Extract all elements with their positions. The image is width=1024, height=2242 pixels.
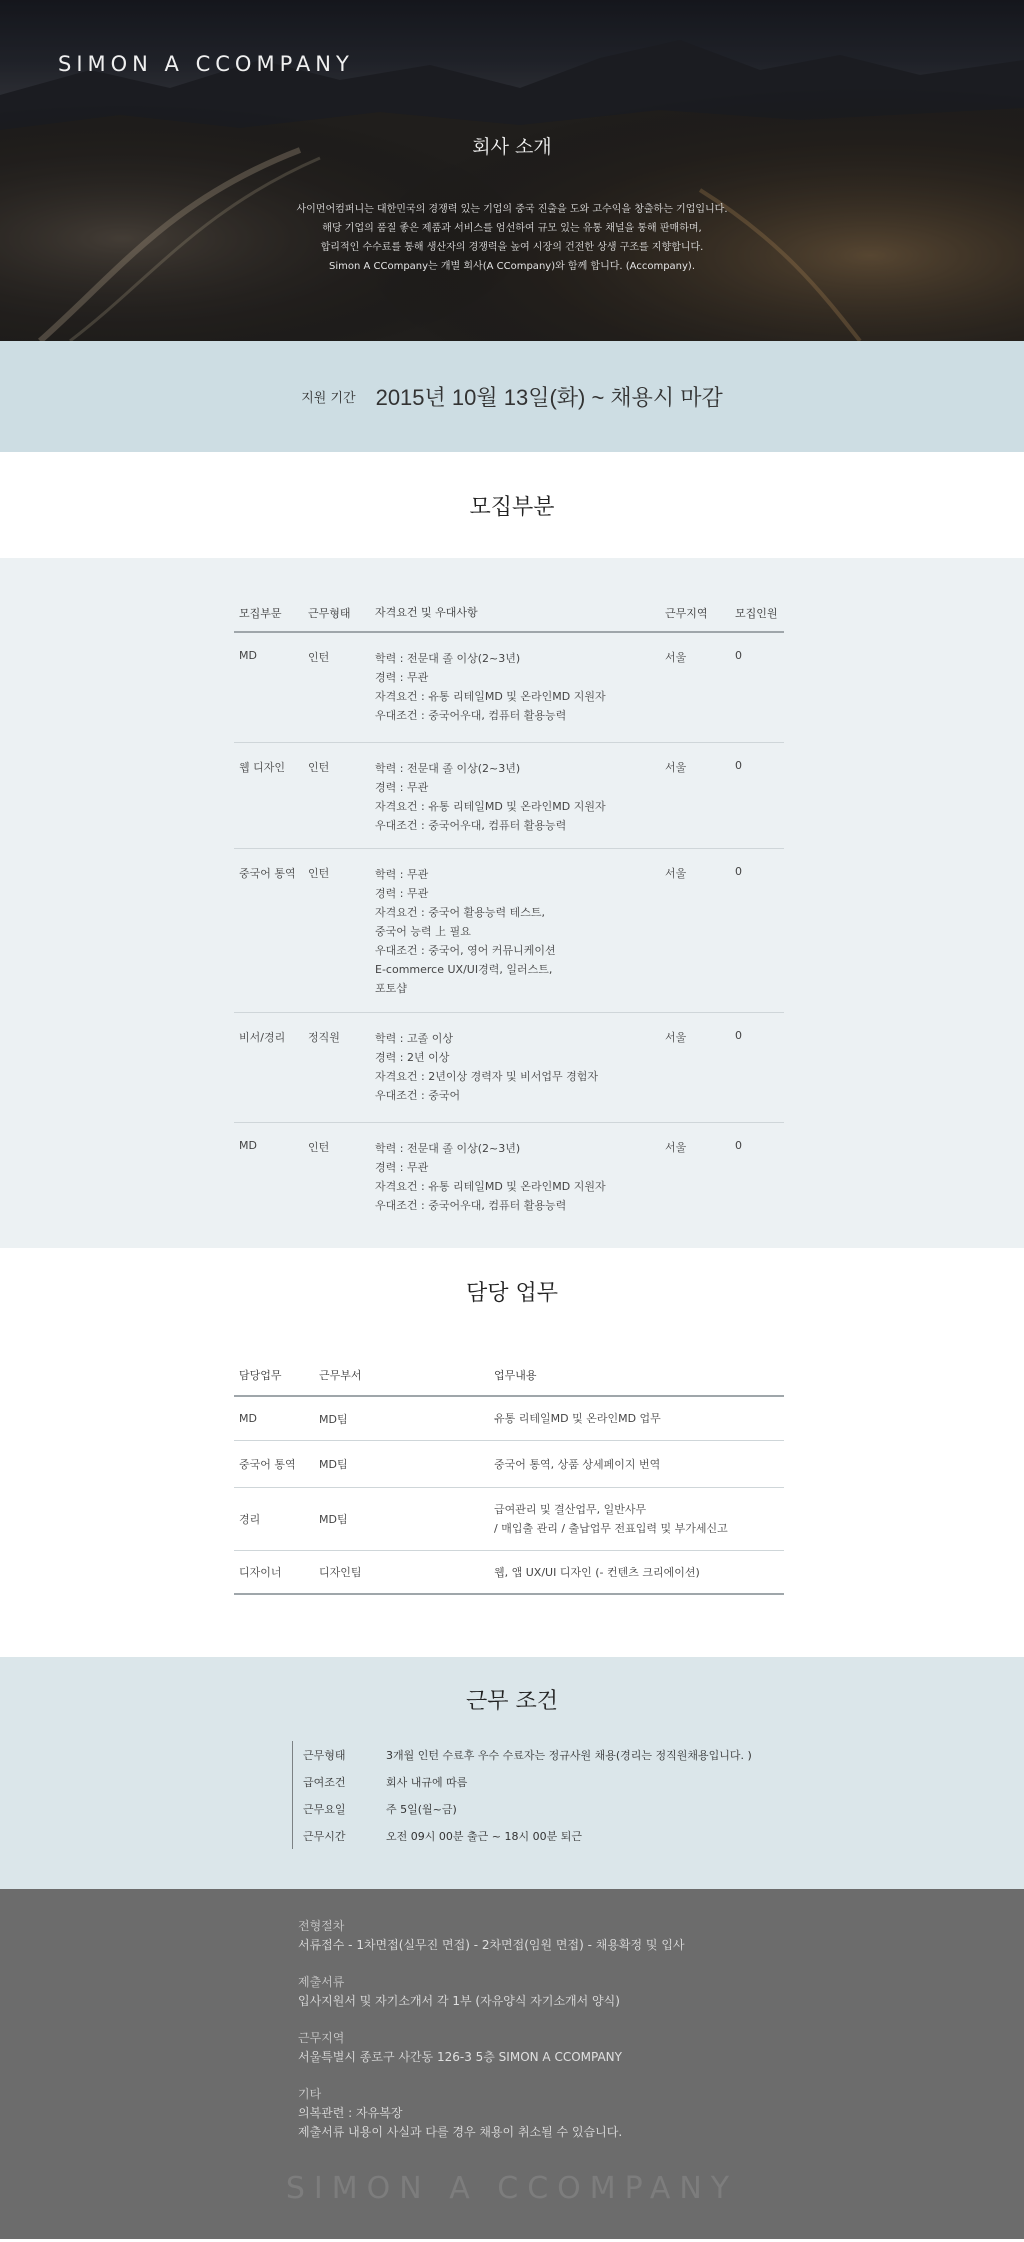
cell-dept: 비서/경리 — [239, 1031, 286, 1044]
period-label: 지원 기간 — [301, 391, 356, 406]
condition-key: 근무요일 — [303, 1802, 346, 1816]
condition-key: 근무시간 — [303, 1829, 346, 1843]
cell-dept: MD팀 — [319, 1513, 348, 1526]
condition-item — [303, 1822, 792, 1849]
footer-group-title: 기타 — [298, 2087, 322, 2101]
cell-dept: MD — [239, 1139, 257, 1152]
table-row — [234, 743, 784, 849]
req-line: 중국어 능력 上 필요 — [375, 925, 471, 938]
intro-line: 사이먼어컴퍼니는 대한민국의 경쟁력 있는 기업의 중국 진출을 도와 고수익을 창출하는 기업입니다. — [296, 204, 728, 215]
cell-dept: 중국어 통역 — [239, 867, 296, 880]
hero-banner — [0, 0, 1024, 341]
cell-type: 인턴 — [308, 1141, 330, 1154]
cell-desc — [494, 1455, 784, 1474]
cell-dept: MD팀 — [319, 1458, 348, 1471]
cell-req — [375, 1029, 665, 1122]
footer-brand: SIMON A CCOMPANY — [285, 2171, 739, 2206]
duties-rows — [234, 1397, 784, 1595]
table-row — [234, 1013, 784, 1123]
application-period — [0, 341, 1024, 452]
recruit-section — [0, 558, 1024, 1248]
cell-region: 서울 — [665, 1141, 687, 1154]
condition-value: 3개월 인턴 수료후 우수 수료자는 정규사원 채용(경리는 정직원채용입니다. ) — [386, 1748, 752, 1762]
duties-table — [234, 1355, 784, 1595]
table-row — [234, 1551, 784, 1595]
req-line: 우대조건 : 중국어, 영어 커뮤니케이션 — [375, 944, 556, 957]
desc-line: 급여관리 및 결산업무, 일반사무 — [494, 1503, 647, 1516]
cell-task: 경리 — [239, 1513, 261, 1526]
req-line: 자격요건 : 유통 리테일MD 및 온라인MD 지원자 — [375, 800, 606, 813]
req-line: 학력 : 전문대 졸 이상(2~3년) — [375, 652, 521, 665]
condition-item — [303, 1741, 792, 1768]
condition-key: 급여조건 — [303, 1775, 346, 1789]
table-row — [234, 1123, 784, 1243]
footer-group — [298, 2085, 685, 2142]
footer-group-line: 의복관련 : 자유복장 — [298, 2106, 403, 2120]
cell-type: 인턴 — [308, 761, 330, 774]
desc-line: 중국어 통역, 상품 상세페이지 번역 — [494, 1457, 661, 1471]
desc-line: 웹, 앱 UX/UI 디자인 (- 컨텐츠 크리에이션) — [494, 1565, 700, 1579]
footer-group — [298, 1917, 685, 1955]
recruit-rows — [234, 633, 784, 1243]
req-line: 우대조건 : 중국어우대, 컴퓨터 활용능력 — [375, 819, 567, 832]
condition-value: 회사 내규에 따름 — [386, 1775, 468, 1789]
intro-line: 합리적인 수수료를 통해 생산자의 경쟁력을 높여 시장의 건전한 상생 구조를 지향합니다. — [320, 242, 704, 253]
req-line: 학력 : 고졸 이상 — [375, 1032, 453, 1045]
cell-region: 서울 — [665, 867, 687, 880]
condition-item — [303, 1795, 792, 1822]
conditions-section — [0, 1657, 1024, 1889]
table-row — [234, 1397, 784, 1441]
cell-count: 0 — [735, 759, 742, 772]
header-type: 근무형태 — [308, 606, 351, 620]
header-req: 자격요건 및 우대사항 — [375, 606, 478, 619]
cell-type: 정직원 — [308, 1031, 340, 1044]
cell-task: 중국어 통역 — [239, 1458, 296, 1471]
req-line: 포토샵 — [375, 982, 407, 995]
header-dept: 모집부문 — [239, 606, 282, 620]
cell-region: 서울 — [665, 1031, 687, 1044]
condition-item — [303, 1768, 792, 1795]
recruit-table-header — [234, 594, 784, 633]
cell-req — [375, 1139, 665, 1243]
cell-dept: MD — [239, 649, 257, 662]
duties-section — [0, 1248, 1024, 1657]
header-desc: 업무내용 — [494, 1368, 537, 1382]
desc-line: / 매입출 관리 / 출납업무 전표입력 및 부가세신고 — [494, 1522, 728, 1535]
req-line: 자격요건 : 유통 리테일MD 및 온라인MD 지원자 — [375, 690, 606, 703]
cell-count: 0 — [735, 1139, 742, 1152]
footer-group-title: 제출서류 — [298, 1975, 345, 1989]
recruit-table — [234, 594, 784, 1243]
req-line: 경력 : 무관 — [375, 1161, 429, 1174]
recruit-title: 모집부분 — [0, 452, 1024, 558]
req-line: 자격요건 : 2년이상 경력자 및 비서업무 경험자 — [375, 1070, 598, 1083]
duties-title: 담당 업무 — [0, 1248, 1024, 1334]
brand-logo[interactable]: SIMON A CCOMPANY — [58, 52, 354, 76]
cell-region: 서울 — [665, 761, 687, 774]
req-line: 학력 : 전문대 졸 이상(2~3년) — [375, 1142, 521, 1155]
intro-line: 해당 기업의 품질 좋은 제품과 서비스를 엄선하여 규모 있는 유통 채널을 통해 판매하며, — [322, 223, 702, 234]
footer-group-title: 근무지역 — [298, 2031, 345, 2045]
cell-type: 인턴 — [308, 867, 330, 880]
cell-desc — [494, 1500, 784, 1538]
footer-group — [298, 2029, 685, 2067]
condition-key: 근무형태 — [303, 1748, 346, 1762]
conditions-title: 근무 조건 — [465, 1688, 558, 1714]
intro-line: Simon A CCompany는 개별 회사(A CCompany)와 함께 합니다. (Accompany). — [328, 261, 696, 272]
req-line: 경력 : 무관 — [375, 887, 429, 900]
req-line: 경력 : 무관 — [375, 671, 429, 684]
footer-group-line: 제출서류 내용이 사실과 다를 경우 채용이 취소될 수 있습니다. — [298, 2125, 623, 2139]
cell-desc — [494, 1563, 784, 1582]
condition-value: 오전 09시 00분 출근 ~ 18시 00분 퇴근 — [386, 1829, 582, 1843]
table-row — [234, 1488, 784, 1551]
req-line: E-commerce UX/UI경력, 일러스트, — [375, 963, 553, 976]
cell-count: 0 — [735, 865, 742, 878]
duties-table-header — [234, 1355, 784, 1397]
table-row — [234, 633, 784, 743]
header-count: 모집인원 — [735, 606, 778, 620]
footer-group-line: 서류접수 - 1차면접(실무진 면접) - 2차면접(임원 면접) - 채용확정 및 입사 — [298, 1938, 685, 1952]
hero-intro — [0, 200, 1024, 276]
cell-req — [375, 759, 665, 848]
cell-dept: MD팀 — [319, 1412, 348, 1426]
cell-type: 인턴 — [308, 651, 330, 664]
footer-info — [298, 1917, 685, 2160]
cell-req — [375, 865, 665, 1012]
footer-group-title: 전형절차 — [298, 1919, 345, 1933]
footer-group — [298, 1973, 685, 2011]
cell-task: 디자이너 — [239, 1566, 282, 1579]
header-region: 근무지역 — [665, 606, 708, 620]
cell-count: 0 — [735, 1029, 742, 1042]
table-row — [234, 1441, 784, 1488]
cell-task: MD — [239, 1412, 257, 1425]
footer — [0, 1889, 1024, 2239]
hero-title: 회사 소개 — [472, 136, 552, 158]
req-line: 자격요건 : 유통 리테일MD 및 온라인MD 지원자 — [375, 1180, 606, 1193]
condition-value: 주 5일(월~금) — [386, 1802, 457, 1816]
cell-dept: 디자인팀 — [319, 1566, 362, 1579]
cell-region: 서울 — [665, 651, 687, 664]
header-dept: 근무부서 — [319, 1369, 362, 1382]
conditions-list — [292, 1741, 792, 1849]
header-task: 담당업무 — [239, 1369, 282, 1382]
desc-line: 유통 리테일MD 및 온라인MD 업무 — [494, 1412, 661, 1425]
req-line: 학력 : 무관 — [375, 868, 429, 881]
req-line: 우대조건 : 중국어우대, 컴퓨터 활용능력 — [375, 1199, 567, 1212]
footer-group-line: 서울특별시 종로구 사간동 126-3 5층 SIMON A CCOMPANY — [298, 2050, 622, 2064]
cell-req — [375, 649, 665, 742]
req-line: 경력 : 2년 이상 — [375, 1051, 450, 1064]
period-value: 2015년 10월 13일(화) ~ 채용시 마감 — [375, 385, 723, 410]
table-row — [234, 849, 784, 1013]
cell-count: 0 — [735, 649, 742, 662]
cell-dept: 웹 디자인 — [239, 761, 286, 774]
req-line: 학력 : 전문대 졸 이상(2~3년) — [375, 762, 521, 775]
req-line: 우대조건 : 중국어 — [375, 1089, 461, 1102]
req-line: 자격요건 : 중국어 활용능력 테스트, — [375, 906, 545, 919]
req-line: 경력 : 무관 — [375, 781, 429, 794]
cell-desc — [494, 1409, 784, 1428]
req-line: 우대조건 : 중국어우대, 컴퓨터 활용능력 — [375, 709, 567, 722]
footer-group-line: 입사지원서 및 자기소개서 각 1부 (자유양식 자기소개서 양식) — [298, 1994, 620, 2008]
